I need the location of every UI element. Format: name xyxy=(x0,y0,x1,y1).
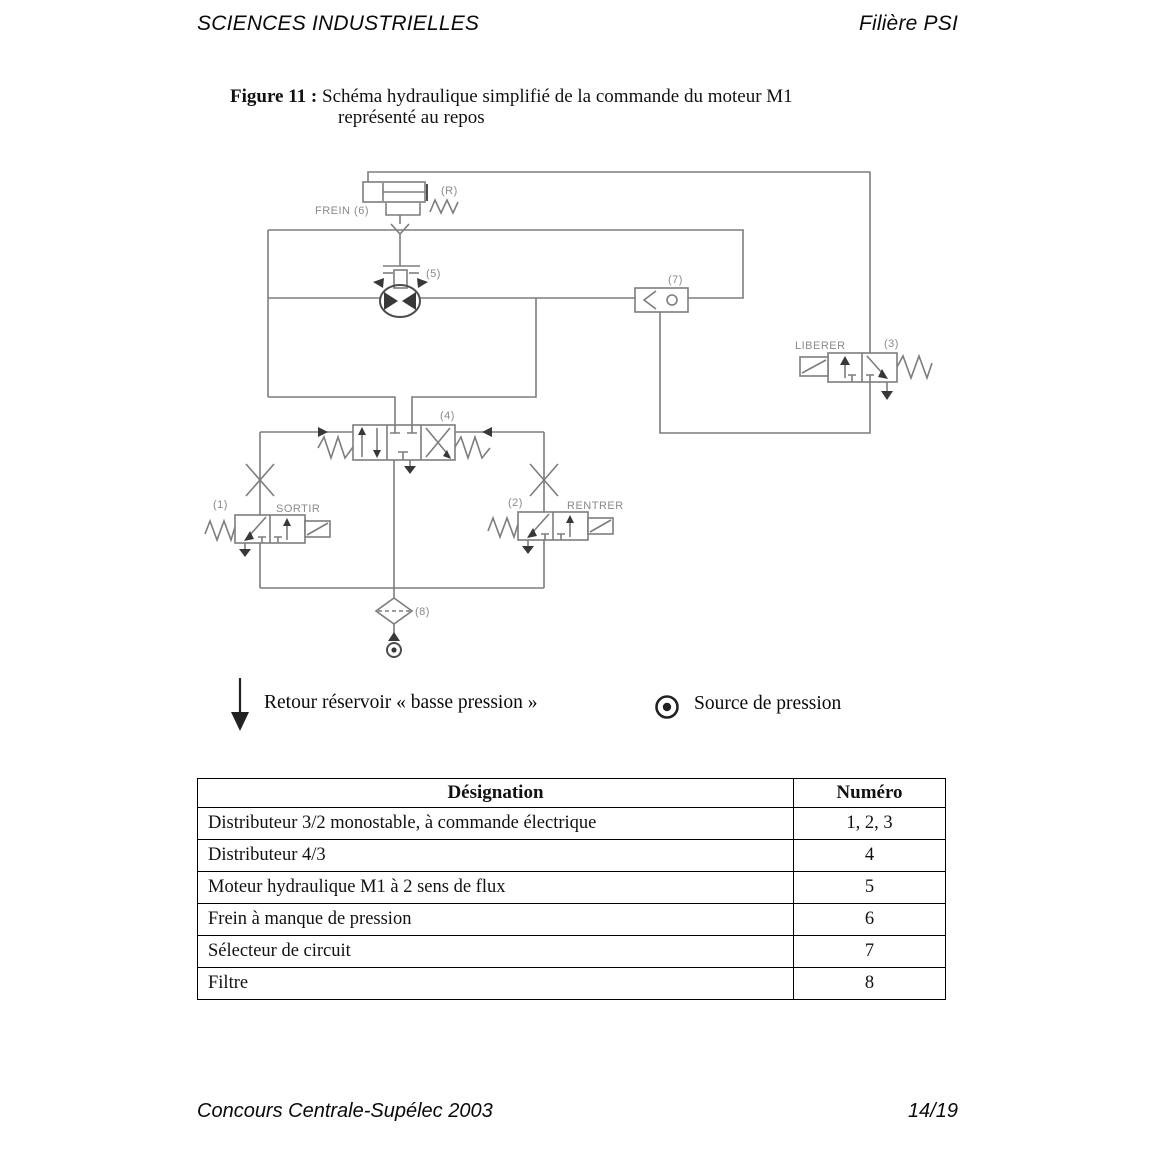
filter-symbol xyxy=(376,588,430,657)
designation-table xyxy=(197,778,946,1000)
legend-source-label: Source de pression xyxy=(694,693,842,714)
header-numero: Numéro xyxy=(794,779,946,808)
legend-source-icon xyxy=(657,697,678,718)
legend-return-label: Retour réservoir « basse pression » xyxy=(264,692,538,713)
motor-flow-triangle-left xyxy=(384,292,398,310)
valve-2-rentrer-symbol xyxy=(488,497,624,554)
valve4-label: (4) xyxy=(440,410,455,422)
figure-caption-line2: représenté au repos xyxy=(338,107,485,128)
cell-designation: Sélecteur de circuit xyxy=(198,936,794,968)
cell-designation: Filtre xyxy=(198,968,794,1000)
table-row xyxy=(198,904,946,936)
pilot-arrow-left xyxy=(318,427,328,437)
pilot-arrow-right xyxy=(482,427,492,437)
drain-arrow xyxy=(881,391,893,400)
motor-label: (5) xyxy=(426,268,441,280)
drain-arrow xyxy=(404,466,416,474)
valve4-spring-left xyxy=(318,437,353,458)
drain-arrow xyxy=(522,546,534,554)
shuttle-valve-symbol xyxy=(635,274,688,312)
table-row xyxy=(198,968,946,1000)
motor-flow-triangle-right xyxy=(402,292,416,310)
liberer-label: LIBERER xyxy=(795,340,846,352)
valve-4-symbol xyxy=(318,410,490,474)
cell-numero: 5 xyxy=(794,872,946,904)
valve2-spring xyxy=(488,518,518,537)
cell-designation: Distributeur 3/2 monostable, à commande électrique xyxy=(198,808,794,840)
rentrer-label: RENTRER xyxy=(567,500,624,512)
header-right: Filière PSI xyxy=(858,12,958,35)
filter-label: (8) xyxy=(415,606,430,618)
table-row xyxy=(198,808,946,840)
cell-designation: Frein à manque de pression xyxy=(198,904,794,936)
legend-return-arrow-icon xyxy=(231,678,249,731)
brake-cylinder-symbol xyxy=(315,182,458,217)
cell-designation: Moteur hydraulique M1 à 2 sens de flux xyxy=(198,872,794,904)
table-row xyxy=(198,840,946,872)
spring-label: (R) xyxy=(441,185,458,197)
brake-spring xyxy=(430,200,458,213)
table-header-row xyxy=(198,779,946,808)
brake-caliper xyxy=(386,203,420,215)
valve2-label: (2) xyxy=(508,497,523,509)
table-row xyxy=(198,872,946,904)
shuttle-label: (7) xyxy=(668,274,683,286)
valve1-spring xyxy=(205,521,235,540)
valve-3-liberer-symbol xyxy=(795,338,932,400)
cell-numero: 7 xyxy=(794,936,946,968)
valve3-label: (3) xyxy=(884,338,899,350)
cell-numero: 4 xyxy=(794,840,946,872)
figure-caption-line1: Schéma hydraulique simplifié de la commande du moteur M1 xyxy=(322,86,793,107)
cell-numero: 8 xyxy=(794,968,946,1000)
valve1-label: (1) xyxy=(213,499,228,511)
sortir-label: SORTIR xyxy=(276,503,321,515)
footer-left: Concours Centrale-Supélec 2003 xyxy=(197,1100,493,1122)
figure-label: Figure 11 : xyxy=(230,86,318,107)
source-arrow xyxy=(388,632,400,641)
header-designation: Désignation xyxy=(198,779,794,808)
table-row xyxy=(198,936,946,968)
valve3-spring xyxy=(897,356,932,378)
cell-numero: 6 xyxy=(794,904,946,936)
drain-arrow xyxy=(239,549,251,557)
brake-label: FREIN (6) xyxy=(315,205,369,217)
cell-designation: Distributeur 4/3 xyxy=(198,840,794,872)
cell-numero: 1, 2, 3 xyxy=(794,808,946,840)
valve-1-sortir-symbol xyxy=(205,499,330,557)
valve4-spring-right xyxy=(455,437,490,458)
header-left: SCIENCES INDUSTRIELLES xyxy=(197,12,480,35)
footer-right: 14/19 xyxy=(907,1100,958,1122)
hydraulic-motor-symbol xyxy=(373,266,441,317)
